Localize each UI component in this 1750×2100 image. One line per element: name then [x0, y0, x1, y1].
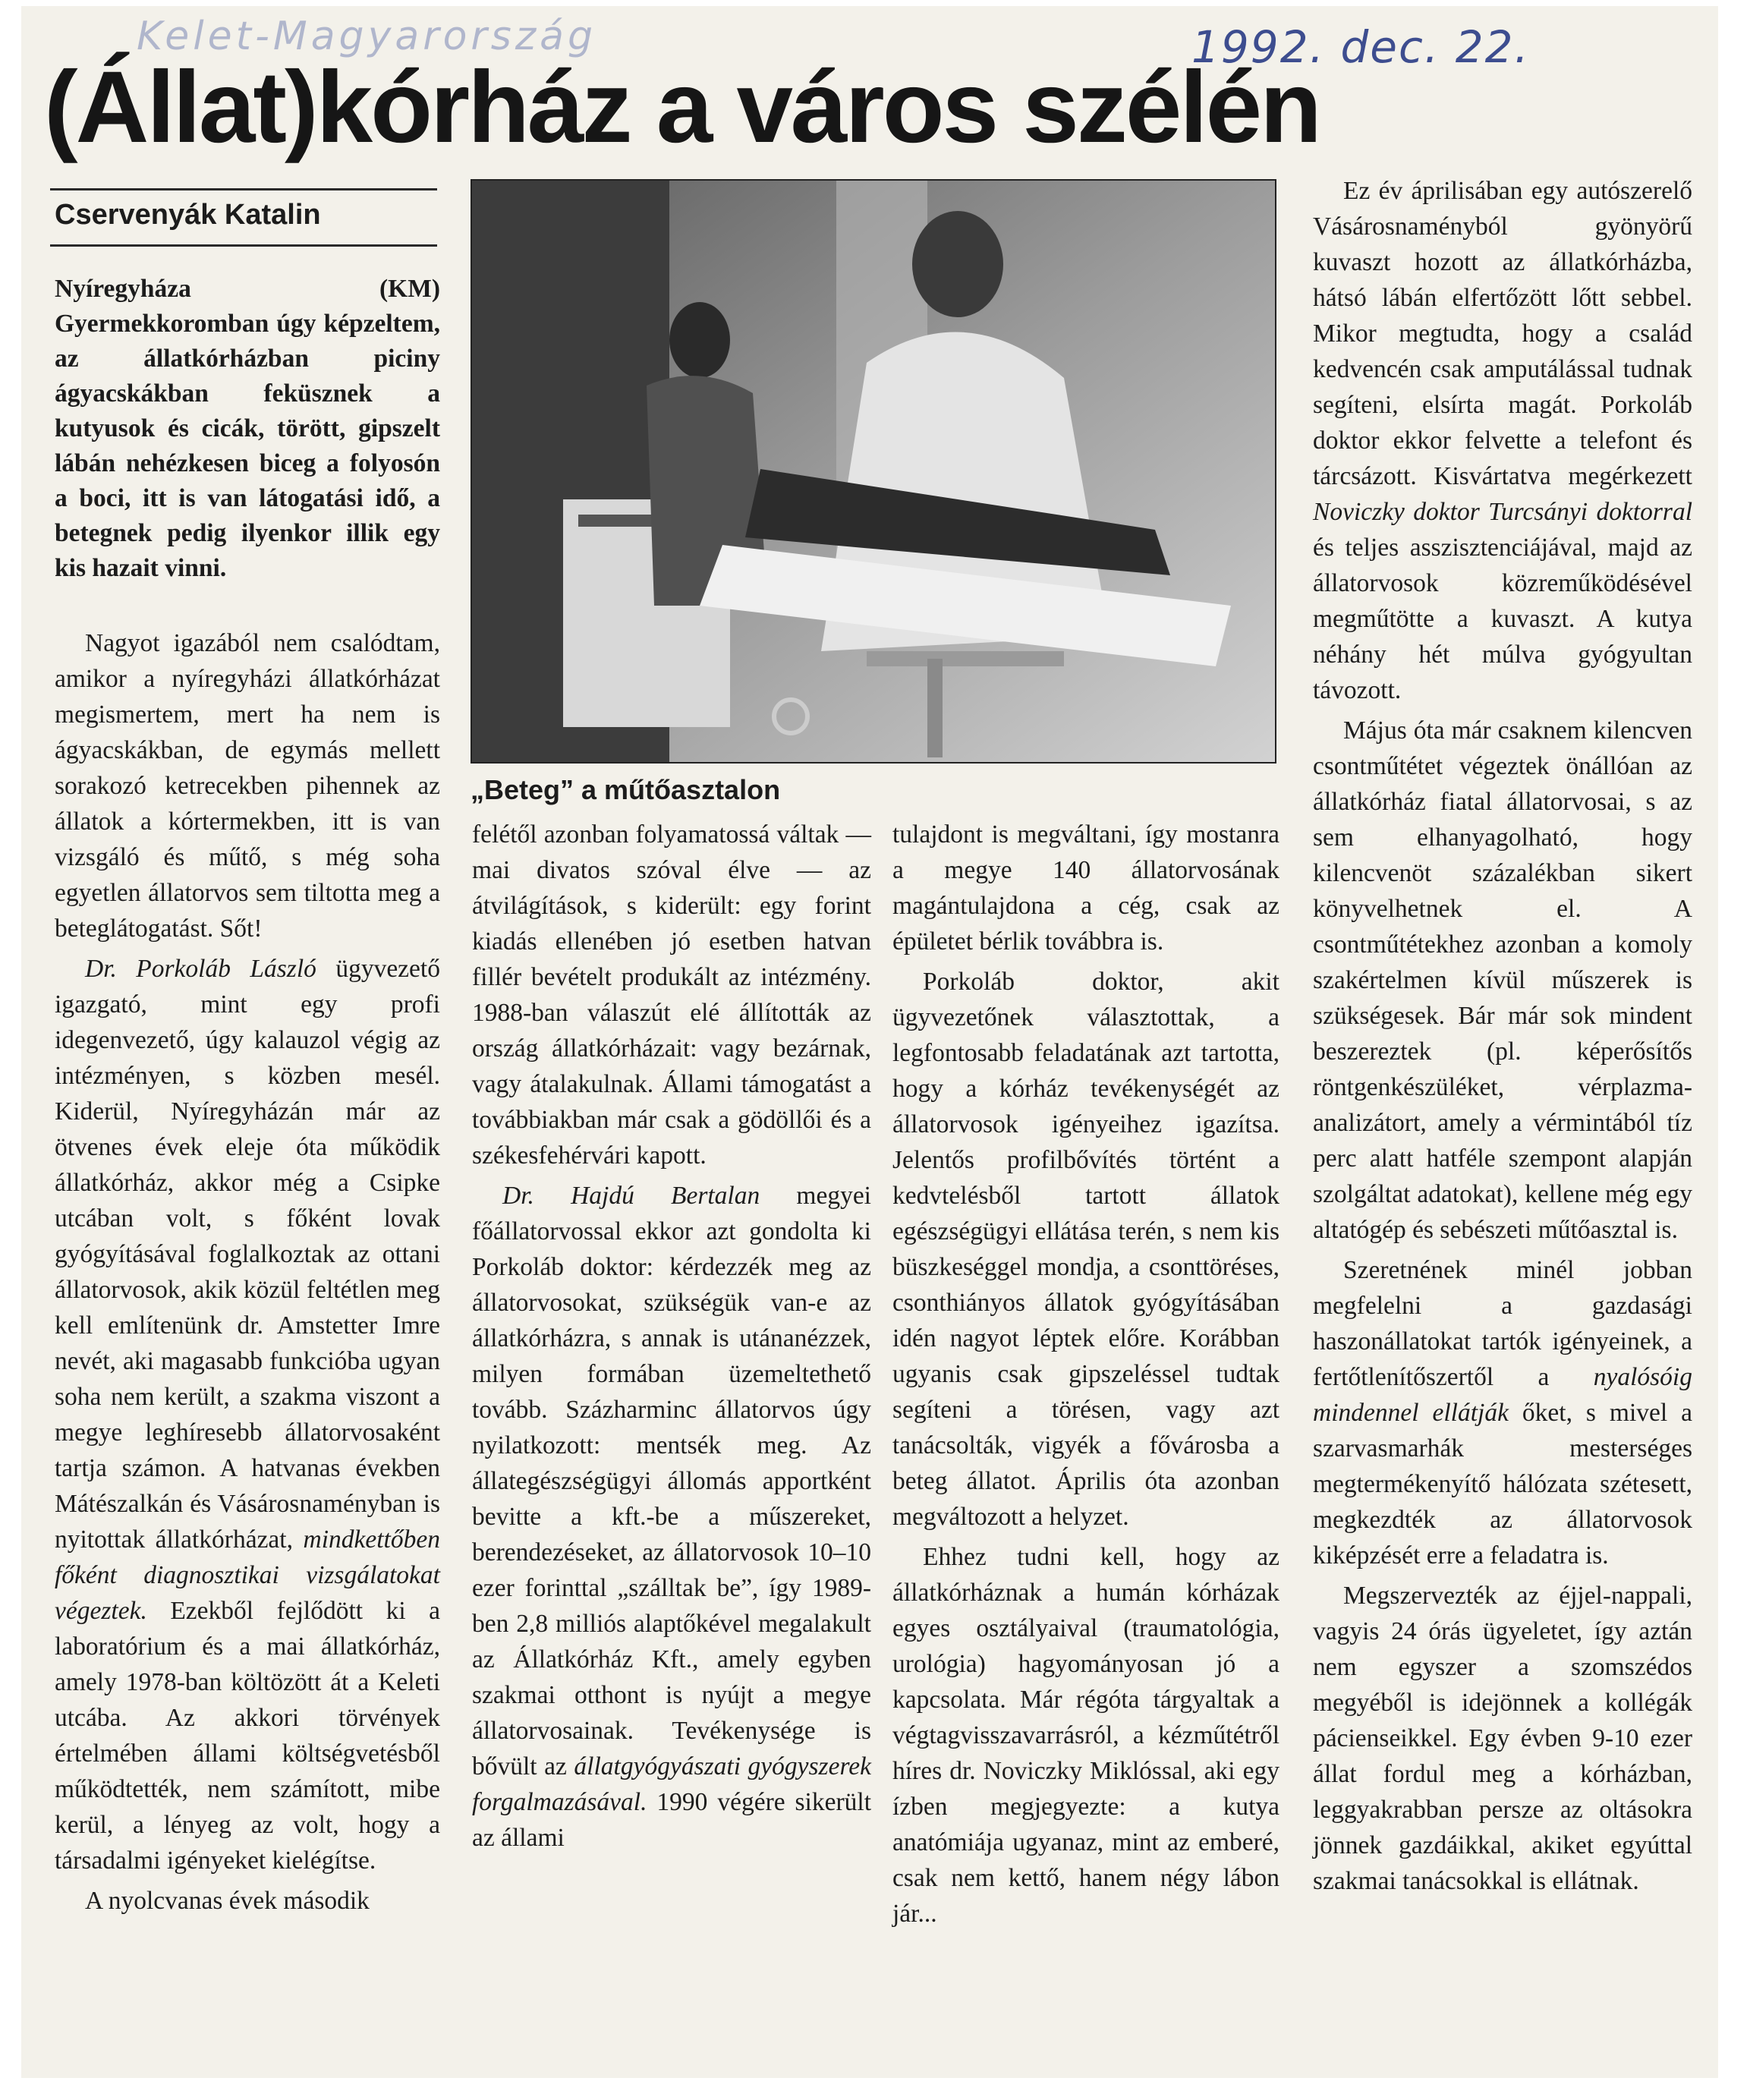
paragraph: Ehhez tudni kell, hogy az állatkórháznak a humán kórházak egyes osztályaival (traumatológia, urológia) hagyományosan jó a kapcsolata. Már régóta tárgyaltak a végtagvisszavarrásról, a kézműtétről híres dr. Noviczky Miklóssal, aki egy ízben megjegyezte: a kutya anatómiája ugyanaz, mint az emberé, csak nem kettő, hanem négy lábon jár...	[892, 1543, 1279, 1928]
photo-caption: „Beteg” a műtőasztalon	[471, 774, 781, 805]
photo-operating-table	[471, 179, 1276, 763]
text-span: megyei főállatorvossal ekkor azt gondolta ki Porkoláb doktor: kérdezzék meg az állatorvosokat, szükségük van-e az állatkórházra, s annak is utánanézzek, milyen formában üzemeltethető tovább. Százharminc állatorvos úgy nyilatkozott: mentsék meg. Az állategészségügyi állomás apportként bevitte a kft.-be a műszereket, berendezéseket, az állatorvosok 10–10 ezer forinttal „szálltak be”, így 1989-ben 2,8 milliós alaptőkével megalakult az Állatkórház Kft., amely egyben szakmai otthont is nyújt a megye állatorvosainak. Tevékenysége is bővült az	[472, 1182, 871, 1780]
paragraph: tulajdont is megváltani, így mostanra a megye 140 állatorvosának magántulajdona a cég, csak az épületet bérlik továbbra is.	[892, 820, 1279, 956]
paragraph	[472, 1178, 871, 1856]
paragraph: Megszervezték az éjjel-nappali, vagyis 24 órás ügyeletet, így aztán nem egyszer a szomszédos megyéből is idejönnek a kollégák pácienseikkel. Egy évben 9-10 ezer állat fordul meg a kórházban, leggyakrabban persze az oltásokra jönnek gazdáikkal, akiket egyúttal szakmai tanácsokkal is ellátnak.	[1313, 1582, 1692, 1895]
column-1	[55, 272, 440, 1923]
emphasis: Noviczky doktor Turcsányi doktorral	[1313, 498, 1692, 526]
emphasis: nyalósóig mindennel ellátják	[1313, 1363, 1692, 1427]
paragraph: felétől azonban folyamatossá váltak — mai divatos szóval élve — az átvilágítások, s kiderült: egy forint kiadás ellenében jó esetben hatvan fillér bevételt produkált az intézmény. 1988-ban válaszút elé állították az ország állatkórházait: vagy bezárnak, vagy átalakulnak. Állami támogatást a továbbiakban már csak a gödöllői és a székesfehérvári kapott.	[472, 820, 871, 1170]
text-span: Ezekből fejlődött ki a laboratórium és a mai állatkórház, amely 1978-ban költözött át a Keleti utcába. Az akkori törvények értelmében állami költségvetésből működtették, nem számított, mibe kerül, a lényeg az volt, hogy a társadalmi igényeket kielégítse.	[55, 1597, 440, 1875]
paragraph	[55, 951, 440, 1878]
paragraph: A nyolcvanas évek második	[85, 1887, 370, 1915]
paragraph: Május óta már csaknem kilencven csontműtétet végeztek önállóan az állatkórház fiatal állatorvosai, s az sem elhanyagolható, hogy kilencvenöt százalékban sikert könyvelhetnek el. A csontműtétekhez azonban a komoly szakértelmen kívül műszerek is szükségesek. Bár már sok mindent beszereztek (pl. képerősítős röntgenkészüléket, vérplazma-analizátort, amely a vérmintából tíz perc alatt hatféle szempont alapján szolgáltat adatokat), kellene még egy altatógép és sebészeti műtőasztal is.	[1313, 716, 1692, 1244]
handwritten-source-note: Kelet-Magyarország	[137, 14, 597, 59]
person-name: Dr. Porkoláb László	[85, 955, 316, 983]
byline-bottom-rule	[50, 244, 437, 247]
handwritten-date: 1992. dec. 22.	[1191, 21, 1530, 73]
paragraph: Porkoláb doktor, akit ügyvezetőnek választottak, a legfontosabb feladatának azt tartotta, hogy a kórház tevékenységét az állatorvosok igényeihez igazítsa. Jelentős profilbővítés történt a kedvtelésből tartott állatok egészségügyi ellátása terén, s nem kis büszkeséggel mondja, a csonttöréses, csonthiányos állatok gyógyításában idén nagyot léptek előre. Korábban ugyanis csak gipszeléssel tudtak segíteni a törésen, vagy azt tanácsolták, vigyék a fővárosba a beteg állatot. Április óta azonban megváltozott a helyzet.	[892, 968, 1279, 1531]
text-span: ügyvezető igazgató, mint egy profi idegenvezető, úgy kalauzol végig az intézményen, s közben mesél. Kiderül, Nyíregyházán már az ötvenes évek eleje óta működik állatkórház, akkor még a Csipke utcában volt, s főként lovak gyógyításával foglalkoztak az ottani állatorvosok, akik közül feltétlen meg kell említenünk dr. Amstetter Imre nevét, aki magasabb funkcióba ugyan soha nem került, a szakma viszont a megye leghíresebb állatorvosaként tartja számon. A hatvanas években Mátészalkán és Vásárosnaményban is nyitottak állatkórházat,	[55, 955, 440, 1554]
column-4	[1313, 173, 1692, 1903]
paragraph	[1313, 173, 1692, 708]
byline: Cservenyák Katalin	[55, 199, 321, 231]
text-span: Ez év áprilisában egy autószerelő Vásárosnaményból gyönyörű kuvaszt hozott az állatkórházba, hátsó lábán elfertőzött lőtt sebbel. Mikor megtudta, hogy a család kedvencén csak amputálással tudnak segíteni, elsírta magát. Porkoláb doktor ekkor felvette a telefont és tárcsázott. Kisvártatva megérkezett	[1313, 177, 1692, 490]
lead-paragraph: Nyíregyháza (KM) Gyermekkoromban úgy képzeltem, az állatkórházban piciny ágyacskákban feküsznek a kutyusok és cicák, törött, gipszelt lábán nehézkesen biceg a folyosón a boci, itt is van látogatási idő, a betegnek pedig ilyenkor illik egy kis hazait vinni.	[55, 275, 440, 582]
person-name: Dr. Hajdú Bertalan	[502, 1182, 760, 1210]
byline-top-rule	[50, 188, 437, 190]
paragraph: Nagyot igazából nem csalódtam, amikor a nyíregyházi állatkórházat megismertem, mert ha nem is ágyacskákban, de egymás mellett sorakozó ketrecekben pihennek az állatok a kórtermekben, itt is van vizsgáló és műtő, s még soha egyetlen állatorvos sem tiltotta meg a beteglátogatást. Sőt!	[55, 629, 440, 943]
headline: (Állat)kórház a város szélén	[44, 51, 1320, 164]
emphasis: állatgyógyászati gyógyszerek forgalmazásával.	[472, 1752, 871, 1816]
emphasis: mindkettőben főként diagnosztikai vizsgálatokat végeztek.	[55, 1525, 440, 1625]
paragraph	[1313, 1252, 1692, 1573]
text-span: és teljes asszisztenciájával, majd az állatorvosok közreműködésével megműtötte a kuvaszt. A kutya néhány hét múlva gyógyultan távozott.	[1313, 534, 1692, 704]
column-3	[892, 817, 1279, 1936]
column-2	[472, 817, 871, 1860]
text-span: Szeretnének minél jobban megfelelni a gazdasági haszonállatokat tartók igényeinek, a fertőtlenítőszertől a	[1313, 1256, 1692, 1391]
text-span: 1990 végére sikerült az állami	[472, 1788, 871, 1852]
photo-illustration	[472, 181, 1275, 762]
text-span: őket, s mivel a szarvasmarhák mesterséges megtermékenyítő hálózata szétesett, megkezdték az állatorvosok kiképzését erre a feladatra is.	[1313, 1399, 1693, 1569]
